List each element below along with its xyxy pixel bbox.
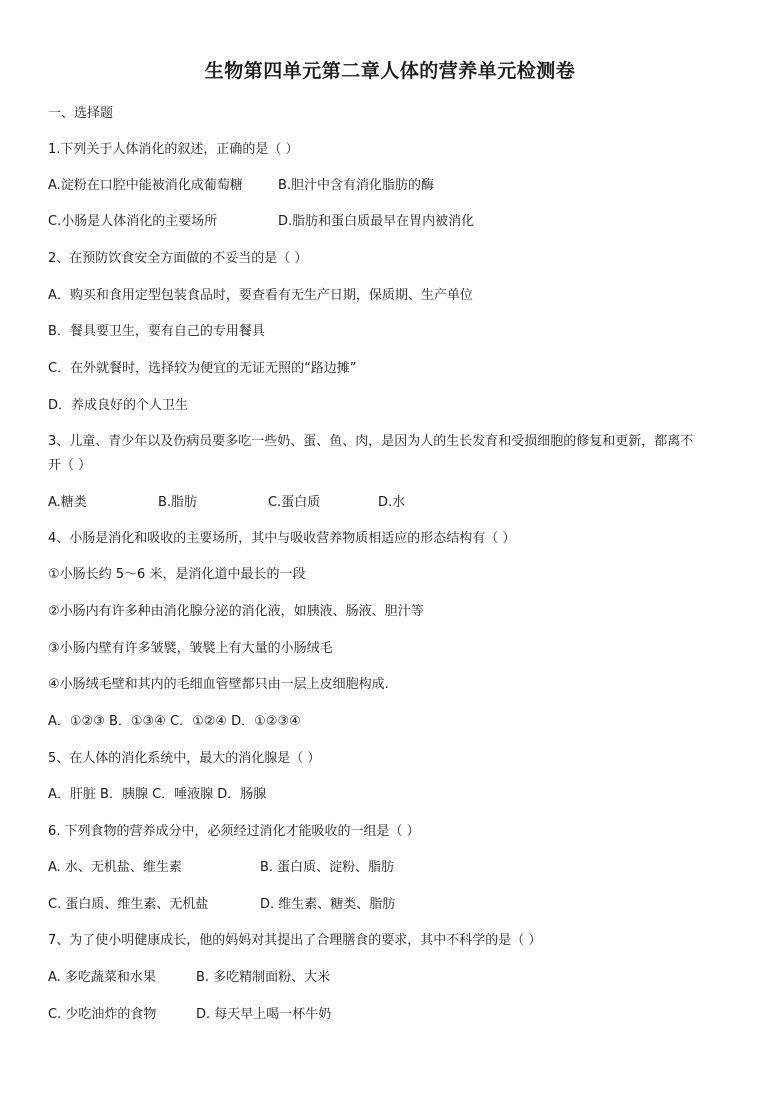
question-1-option-b: B.胆汁中含有消化脂肪的酶: [278, 178, 435, 193]
question-3-option-c: C.蛋白质: [268, 495, 321, 510]
question-6-option-c: C. 蛋白质、维生素、无机盐: [48, 897, 209, 912]
question-1-stem: 1.下列关于人体消化的叙述，正确的是（ ）: [48, 142, 299, 157]
question-1-option-d: D.脂肪和蛋白质最早在胃内被消化: [278, 214, 475, 229]
question-4-statement-1: ①小肠长约 5～6 米，是消化道中最长的一段: [48, 567, 306, 582]
question-6-option-d: D. 维生素、糖类、脂肪: [260, 897, 396, 912]
question-7-option-b: B. 多吃精制面粉、大米: [196, 970, 331, 985]
question-1-option-a: A.淀粉在口腔中能被消化成葡萄糖: [48, 178, 243, 193]
section-heading: 一、选择题: [48, 106, 114, 121]
question-7-option-c: C. 少吃油炸的食物: [48, 1007, 157, 1022]
question-5-stem: 5、在人体的消化系统中，最大的消化腺是（ ）: [48, 751, 321, 766]
question-7-option-a: A. 多吃蔬菜和水果: [48, 970, 156, 985]
question-4-statement-2: ②小肠内有许多种由消化腺分泌的消化液，如胰液、肠液、胆汁等: [48, 604, 424, 619]
question-3-option-b: B.脂肪: [158, 495, 198, 510]
question-7-option-d: D. 每天早上喝一杯牛奶: [196, 1007, 332, 1022]
question-3-stem-continued: 开（ ）: [48, 458, 92, 473]
question-4-stem: 4、小肠是消化和吸收的主要场所，其中与吸收营养物质相适应的形态结构有（ ）: [48, 531, 516, 546]
question-6-stem: 6. 下列食物的营养成分中，必须经过消化才能吸收的一组是（ ）: [48, 824, 420, 839]
question-2-option-c: C．在外就餐时，选择较为便宜的无证无照的“路边摊”: [48, 361, 357, 376]
question-7-stem: 7、为了使小明健康成长，他的妈妈对其提出了合理膳食的要求，其中不科学的是（ ）: [48, 933, 542, 948]
question-1-option-c: C.小肠是人体消化的主要场所: [48, 214, 218, 229]
question-2-option-a: A．购买和食用定型包装食品时，要查看有无生产日期，保质期、生产单位: [48, 288, 473, 303]
question-2-option-b: B．餐具要卫生，要有自己的专用餐具: [48, 324, 265, 339]
question-3-option-d: D.水: [378, 495, 406, 510]
question-4-options: A．①②③ B．①③④ C．①②④ D．①②③④: [48, 714, 301, 729]
question-6-option-a: A. 水、无机盐、维生素: [48, 860, 182, 875]
page-title: 生物第四单元第二章人体的营养单元检测卷: [204, 60, 576, 82]
question-6-option-b: B. 蛋白质、淀粉、脂肪: [260, 860, 395, 875]
question-2-option-d: D．养成良好的个人卫生: [48, 398, 189, 413]
question-4-statement-3: ③小肠内壁有许多皱襞，皱襞上有大量的小肠绒毛: [48, 641, 333, 656]
question-3-stem: 3、儿童、青少年以及伤病员要多吃一些奶、蛋、鱼、肉，是因为人的生长发育和受损细胞的修复和更新，都离不: [48, 434, 694, 449]
question-4-statement-4: ④小肠绒毛壁和其内的毛细血管壁都只由一层上皮细胞构成.: [48, 677, 389, 692]
question-5-options: A．肝脏 B．胰腺 C．唾液腺 D．肠腺: [48, 787, 267, 802]
question-3-option-a: A.糖类: [48, 495, 87, 510]
question-2-stem: 2、在预防饮食安全方面做的不妥当的是（ ）: [48, 251, 308, 266]
